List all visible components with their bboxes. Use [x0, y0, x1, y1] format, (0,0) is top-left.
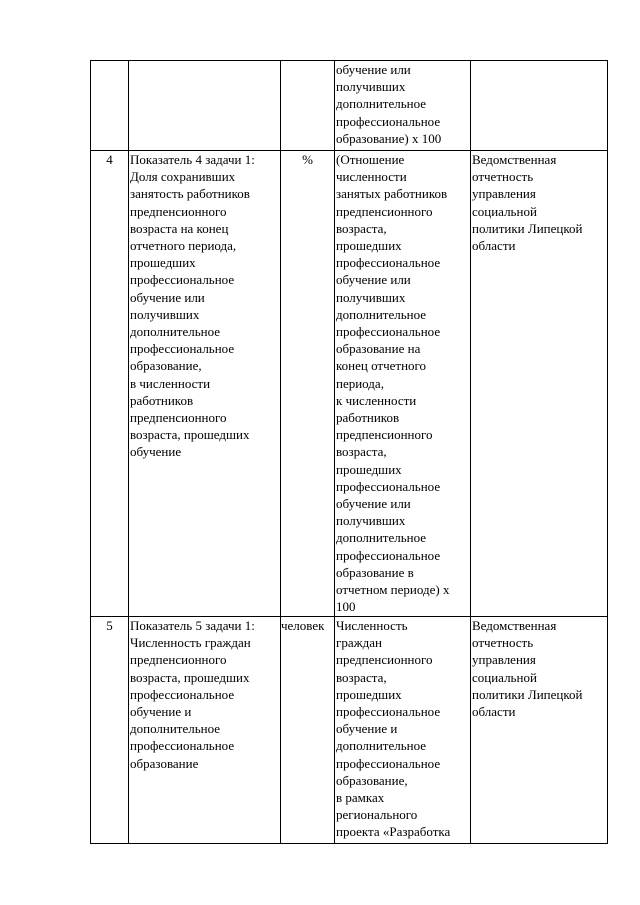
row-number-cell: [91, 61, 129, 151]
unit-cell: %: [281, 151, 335, 617]
source-cell: Ведомственная отчетность управления социальной политики Липецкой области: [471, 151, 608, 617]
unit-cell: человек: [281, 617, 335, 844]
formula-cell: обучение или получивших дополнительное профессиональное образование) х 100: [335, 61, 471, 151]
indicator-name-cell: Показатель 5 задачи 1: Численность граждан предпенсионного возраста, прошедших профессиональное обучение и дополнительное профессиональное образование: [129, 617, 281, 844]
table-row: [91, 151, 608, 617]
table-row: [91, 617, 608, 844]
indicator-name-cell: Показатель 4 задачи 1: Доля сохранивших занятость работников предпенсионного возраста на конец отчетного периода, прошедших профессиональное обучение или получивших дополнительное профессиональное образование, в численности работников предпенсионного возраста, прошедших обучение: [129, 151, 281, 617]
formula-cell: Численность граждан предпенсионного возраста, прошедших профессиональное обучение и дополнительное профессиональное образование, в рамках регионального проекта «Разработка: [335, 617, 471, 844]
row-number-cell: 5: [91, 617, 129, 844]
source-cell: [471, 61, 608, 151]
row-number-cell: 4: [91, 151, 129, 617]
indicator-name-cell: [129, 61, 281, 151]
source-cell: Ведомственная отчетность управления социальной политики Липецкой области: [471, 617, 608, 844]
formula-cell: (Отношение численности занятых работников предпенсионного возраста, прошедших профессиональное обучение или получивших дополнительное профессиональное образование на конец отчетного периода, к численности работников предпенсионного возраста, прошедших профессиональное обучение или получивших дополнительное профессиональное образование в отчетном периоде) х 100: [335, 151, 471, 617]
unit-cell: [281, 61, 335, 151]
indicators-table: [90, 60, 608, 844]
table-row: [91, 61, 608, 151]
